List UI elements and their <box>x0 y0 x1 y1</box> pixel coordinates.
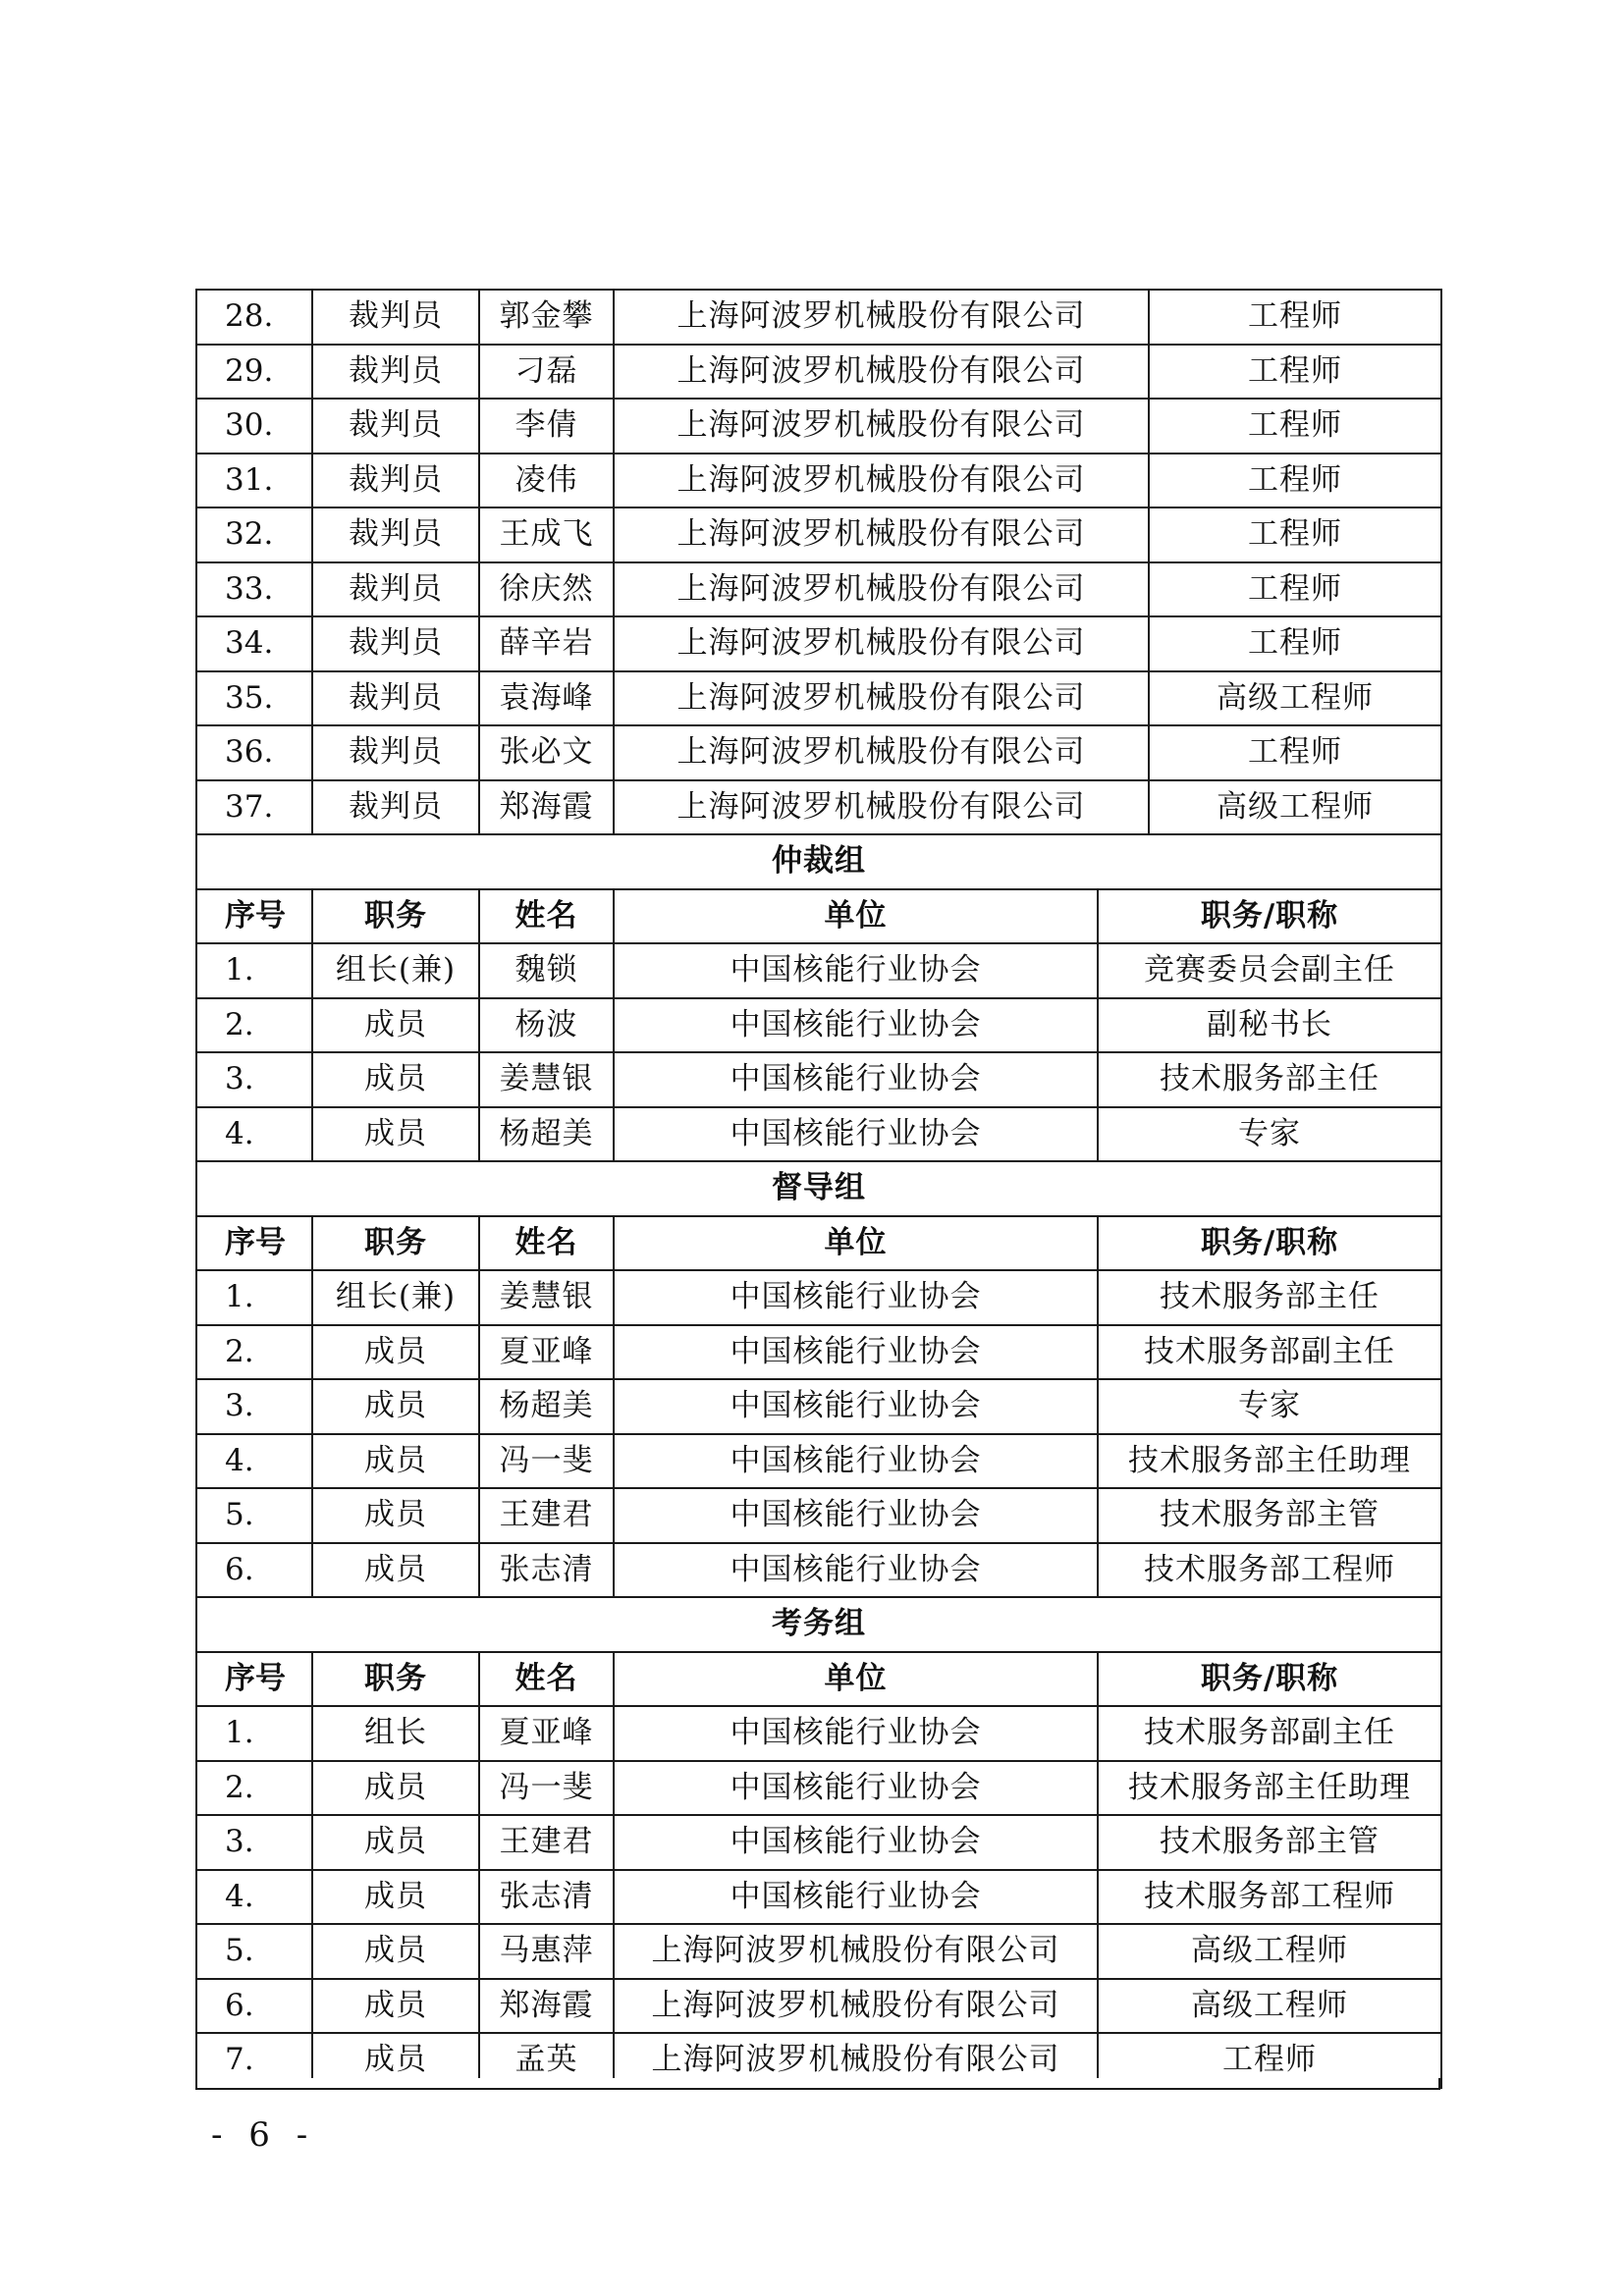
row-name: 杨超美 <box>479 1107 614 1162</box>
row-title: 高级工程师 <box>1098 1924 1441 1979</box>
row-org: 上海阿波罗机械股份有限公司 <box>614 1979 1098 2034</box>
row-name: 王成飞 <box>479 507 614 562</box>
row-name: 杨超美 <box>479 1379 614 1434</box>
row-name: 姜慧银 <box>479 1270 614 1325</box>
row-title: 工程师 <box>1148 400 1440 453</box>
row-name: 郑海霞 <box>479 1979 614 2034</box>
column-header-row <box>196 1216 1441 1271</box>
row-name: 张必文 <box>479 725 614 780</box>
header-name: 姓名 <box>479 1216 614 1271</box>
row-number: 5. <box>196 1924 312 1979</box>
row-number: 3. <box>196 1815 312 1870</box>
row-org: 上海阿波罗机械股份有限公司 <box>677 788 1086 825</box>
row-title: 工程师 <box>1148 346 1440 399</box>
table-row <box>196 562 1441 617</box>
row-title: 技术服务部主任 <box>1098 1052 1441 1107</box>
table-row <box>196 1379 1441 1434</box>
row-number: 36. <box>196 725 312 780</box>
table-row <box>196 1815 1441 1870</box>
row-role: 裁判员 <box>312 725 479 780</box>
table-row <box>196 1325 1441 1380</box>
row-title: 技术服务部副主任 <box>1098 1706 1441 1761</box>
header-org: 单位 <box>614 889 1098 944</box>
row-org: 中国核能行业协会 <box>614 1706 1098 1761</box>
row-org: 上海阿波罗机械股份有限公司 <box>677 298 1086 335</box>
section-heading-row <box>196 1597 1441 1652</box>
row-role: 裁判员 <box>312 616 479 671</box>
row-org-title <box>614 399 1441 454</box>
table-row <box>196 1543 1441 1598</box>
row-org: 中国核能行业协会 <box>614 1379 1098 1434</box>
row-name: 张志清 <box>479 1870 614 1925</box>
row-title: 工程师 <box>1148 508 1440 561</box>
row-org: 中国核能行业协会 <box>614 998 1098 1053</box>
table-row <box>196 507 1441 562</box>
row-org: 中国核能行业协会 <box>614 1434 1098 1489</box>
row-number: 34. <box>196 616 312 671</box>
row-org: 中国核能行业协会 <box>614 1107 1098 1162</box>
table-row <box>196 1761 1441 1816</box>
row-org-title <box>614 562 1441 617</box>
row-role: 裁判员 <box>312 671 479 726</box>
row-name: 薛辛岩 <box>479 616 614 671</box>
row-number: 1. <box>196 1706 312 1761</box>
row-role: 裁判员 <box>312 290 479 345</box>
row-title: 竞赛委员会副主任 <box>1098 943 1441 998</box>
row-org-title <box>614 725 1441 780</box>
row-role: 成员 <box>312 1379 479 1434</box>
row-org: 上海阿波罗机械股份有限公司 <box>677 625 1086 662</box>
row-org: 上海阿波罗机械股份有限公司 <box>614 2033 1098 2088</box>
row-number: 4. <box>196 1434 312 1489</box>
row-title: 高级工程师 <box>1148 672 1440 725</box>
row-name: 姜慧银 <box>479 1052 614 1107</box>
row-role: 组长(兼) <box>312 1270 479 1325</box>
table-row <box>196 454 1441 508</box>
row-name: 凌伟 <box>479 454 614 508</box>
row-name: 郭金攀 <box>479 290 614 345</box>
header-number: 序号 <box>196 1216 312 1271</box>
table-row <box>196 1488 1441 1543</box>
row-number: 33. <box>196 562 312 617</box>
row-role: 裁判员 <box>312 454 479 508</box>
row-name: 袁海峰 <box>479 671 614 726</box>
header-title: 职务/职称 <box>1098 1216 1441 1271</box>
row-title: 高级工程师 <box>1148 781 1440 834</box>
table-row <box>196 290 1441 345</box>
row-title: 技术服务部主任助理 <box>1098 1761 1441 1816</box>
row-org: 中国核能行业协会 <box>614 1870 1098 1925</box>
header-name: 姓名 <box>479 889 614 944</box>
table-row <box>196 998 1441 1053</box>
row-name: 刁磊 <box>479 345 614 400</box>
row-role: 成员 <box>312 1434 479 1489</box>
row-number: 2. <box>196 998 312 1053</box>
row-number: 6. <box>196 1979 312 2034</box>
row-name: 徐庆然 <box>479 562 614 617</box>
row-org: 上海阿波罗机械股份有限公司 <box>677 352 1086 389</box>
row-number: 5. <box>196 1488 312 1543</box>
row-title: 技术服务部副主任 <box>1098 1325 1441 1380</box>
row-name: 魏锁 <box>479 943 614 998</box>
row-org: 中国核能行业协会 <box>614 1761 1098 1816</box>
row-title: 技术服务部主管 <box>1098 1488 1441 1543</box>
row-org-title <box>614 290 1441 345</box>
row-name: 王建君 <box>479 1815 614 1870</box>
row-title: 副秘书长 <box>1098 998 1441 1053</box>
row-number: 35. <box>196 671 312 726</box>
header-title: 职务/职称 <box>1098 889 1441 944</box>
row-title: 技术服务部主任助理 <box>1098 1434 1441 1489</box>
row-number: 30. <box>196 399 312 454</box>
row-name: 杨波 <box>479 998 614 1053</box>
row-org: 上海阿波罗机械股份有限公司 <box>677 679 1086 716</box>
row-role: 成员 <box>312 1052 479 1107</box>
row-title: 工程师 <box>1148 726 1440 779</box>
row-org: 上海阿波罗机械股份有限公司 <box>677 570 1086 607</box>
table-row <box>196 616 1441 671</box>
row-name: 冯一斐 <box>479 1434 614 1489</box>
table-cut-off-row <box>195 2078 1440 2090</box>
row-org: 上海阿波罗机械股份有限公司 <box>677 407 1086 444</box>
row-org: 中国核能行业协会 <box>614 1270 1098 1325</box>
row-org: 中国核能行业协会 <box>614 1325 1098 1380</box>
row-number: 4. <box>196 1107 312 1162</box>
row-title: 技术服务部工程师 <box>1098 1543 1441 1598</box>
row-title: 专家 <box>1098 1379 1441 1434</box>
row-role: 成员 <box>312 1107 479 1162</box>
table-row <box>196 943 1441 998</box>
row-title: 技术服务部主管 <box>1098 1815 1441 1870</box>
row-org: 上海阿波罗机械股份有限公司 <box>677 461 1086 498</box>
row-role: 成员 <box>312 1870 479 1925</box>
section-title: 考务组 <box>196 1597 1441 1652</box>
row-number: 3. <box>196 1052 312 1107</box>
header-role: 职务 <box>312 1216 479 1271</box>
row-role: 成员 <box>312 1325 479 1380</box>
row-org: 中国核能行业协会 <box>614 943 1098 998</box>
row-name: 冯一斐 <box>479 1761 614 1816</box>
row-number: 2. <box>196 1761 312 1816</box>
row-org: 上海阿波罗机械股份有限公司 <box>677 734 1086 771</box>
table-row <box>196 1434 1441 1489</box>
row-name: 夏亚峰 <box>479 1325 614 1380</box>
table-row <box>196 1270 1441 1325</box>
row-title: 工程师 <box>1148 291 1440 344</box>
row-org-title <box>614 780 1441 835</box>
table-row <box>196 1052 1441 1107</box>
row-org: 上海阿波罗机械股份有限公司 <box>614 1924 1098 1979</box>
row-role: 成员 <box>312 998 479 1053</box>
header-org: 单位 <box>614 1652 1098 1707</box>
row-title: 工程师 <box>1098 2033 1441 2088</box>
row-role: 组长 <box>312 1706 479 1761</box>
row-org: 中国核能行业协会 <box>614 1543 1098 1598</box>
row-number: 32. <box>196 507 312 562</box>
section-heading-row <box>196 1161 1441 1216</box>
staff-table <box>195 289 1442 2089</box>
row-number: 1. <box>196 943 312 998</box>
row-number: 28. <box>196 290 312 345</box>
row-org: 中国核能行业协会 <box>614 1488 1098 1543</box>
row-title: 技术服务部主任 <box>1098 1270 1441 1325</box>
row-org: 中国核能行业协会 <box>614 1052 1098 1107</box>
row-name: 张志清 <box>479 1543 614 1598</box>
row-number: 4. <box>196 1870 312 1925</box>
row-role: 成员 <box>312 1979 479 2034</box>
row-role: 成员 <box>312 1761 479 1816</box>
row-name: 李倩 <box>479 399 614 454</box>
row-number: 3. <box>196 1379 312 1434</box>
page-number: - 6 - <box>211 2115 316 2155</box>
row-org-title <box>614 671 1441 726</box>
table-row <box>196 671 1441 726</box>
row-role: 裁判员 <box>312 399 479 454</box>
header-role: 职务 <box>312 1652 479 1707</box>
table-row <box>196 725 1441 780</box>
staff-table-body <box>196 290 1441 2088</box>
row-org-title <box>614 345 1441 400</box>
row-role: 裁判员 <box>312 780 479 835</box>
row-name: 夏亚峰 <box>479 1706 614 1761</box>
row-org: 中国核能行业协会 <box>614 1815 1098 1870</box>
table-row <box>196 780 1441 835</box>
row-title: 工程师 <box>1148 563 1440 616</box>
row-name: 马惠萍 <box>479 1924 614 1979</box>
row-org: 上海阿波罗机械股份有限公司 <box>677 516 1086 553</box>
row-name: 孟英 <box>479 2033 614 2088</box>
column-header-row <box>196 889 1441 944</box>
column-header-row <box>196 1652 1441 1707</box>
header-name: 姓名 <box>479 1652 614 1707</box>
row-number: 6. <box>196 1543 312 1598</box>
table-row <box>196 1979 1441 2034</box>
section-title: 仲裁组 <box>196 834 1441 889</box>
row-number: 2. <box>196 1325 312 1380</box>
table-row <box>196 1870 1441 1925</box>
row-role: 组长(兼) <box>312 943 479 998</box>
table-row <box>196 1107 1441 1162</box>
header-role: 职务 <box>312 889 479 944</box>
row-title: 工程师 <box>1148 617 1440 670</box>
table-row <box>196 345 1441 400</box>
header-org: 单位 <box>614 1216 1098 1271</box>
row-role: 裁判员 <box>312 507 479 562</box>
row-role: 成员 <box>312 2033 479 2088</box>
header-title: 职务/职称 <box>1098 1652 1441 1707</box>
row-name: 王建君 <box>479 1488 614 1543</box>
row-name: 郑海霞 <box>479 780 614 835</box>
table-row <box>196 1924 1441 1979</box>
row-title: 高级工程师 <box>1098 1979 1441 2034</box>
table-row <box>196 399 1441 454</box>
row-number: 1. <box>196 1270 312 1325</box>
row-title: 工程师 <box>1148 454 1440 507</box>
row-role: 裁判员 <box>312 345 479 400</box>
row-number: 31. <box>196 454 312 508</box>
row-role: 成员 <box>312 1924 479 1979</box>
row-title: 技术服务部工程师 <box>1098 1870 1441 1925</box>
header-number: 序号 <box>196 1652 312 1707</box>
table-row <box>196 1706 1441 1761</box>
row-number: 29. <box>196 345 312 400</box>
row-org-title <box>614 616 1441 671</box>
section-title: 督导组 <box>196 1161 1441 1216</box>
section-heading-row <box>196 834 1441 889</box>
row-role: 裁判员 <box>312 562 479 617</box>
header-number: 序号 <box>196 889 312 944</box>
row-org-title <box>614 507 1441 562</box>
row-role: 成员 <box>312 1815 479 1870</box>
row-number: 37. <box>196 780 312 835</box>
row-number: 7. <box>196 2033 312 2088</box>
row-role: 成员 <box>312 1543 479 1598</box>
row-org-title <box>614 454 1441 508</box>
row-title: 专家 <box>1098 1107 1441 1162</box>
row-role: 成员 <box>312 1488 479 1543</box>
